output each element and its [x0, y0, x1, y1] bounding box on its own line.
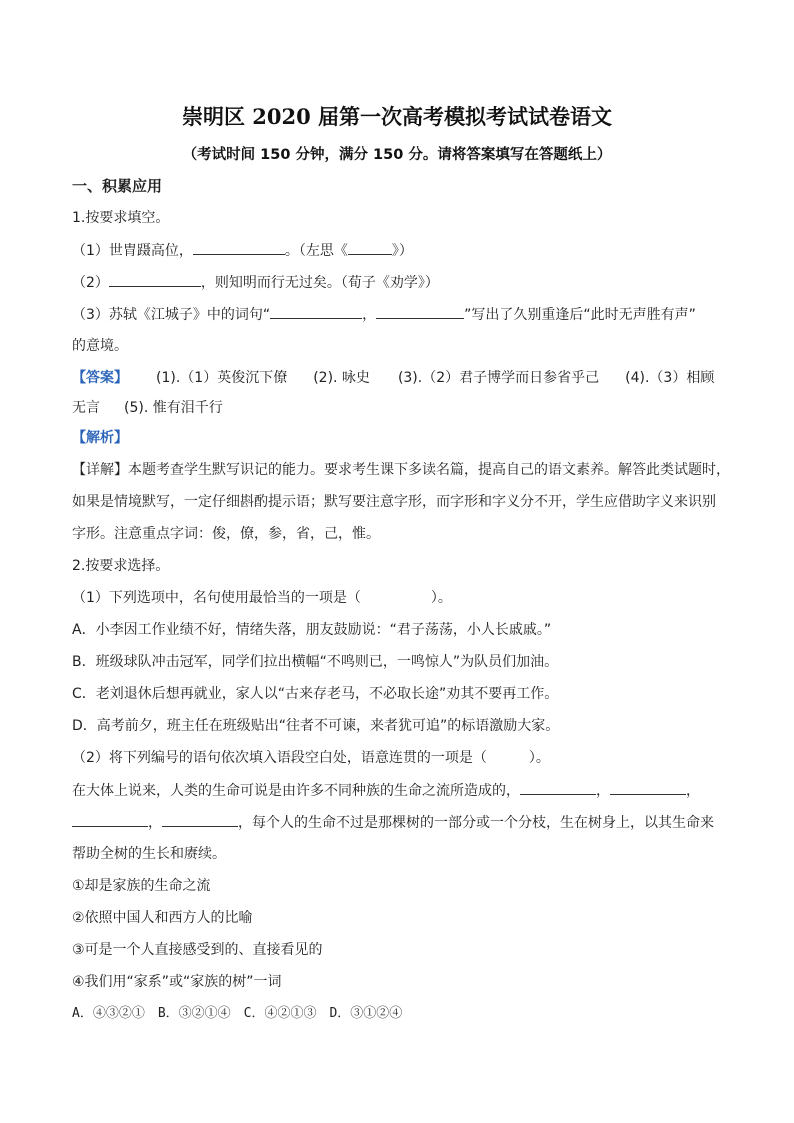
blank-line — [610, 780, 686, 795]
q1-part3 — [72, 304, 696, 325]
sentence-item: ④我们用“家系”或“家族的树”一词 — [72, 974, 282, 990]
answer-item: (1).（1）英俊沉下僚 — [156, 370, 288, 386]
q1-part1 — [72, 240, 413, 261]
q2-sub2: （2）将下列编号的语句依次填入语段空白处，语意连贯的一项是（ ）。 — [72, 750, 550, 766]
option-d: D．高考前夕，班主任在班级贴出“往者不可谏，来者犹可追”的标语激励大家。 — [72, 718, 560, 734]
q2-stem: 2.按要求选择。 — [72, 558, 170, 574]
q1-part1-text-c: 》） — [391, 243, 413, 259]
sentence-item: ②依照中国人和西方人的比喻 — [72, 910, 253, 926]
blank-line — [72, 812, 148, 827]
option-b: B．班级球队冲击冠军，同学们拉出横幅“不鸣则已，一鸣惊人”为队员们加油。 — [72, 654, 559, 670]
blank-line — [193, 240, 285, 255]
passage-line: 帮助全树的生长和赓续。 — [72, 846, 226, 862]
q1-part3-text-b: ， — [362, 307, 377, 323]
q1-part1-text-a: （1）世胄蹑高位， — [72, 243, 193, 259]
answer-item: 无言 — [72, 400, 100, 416]
detail-line: 【详解】本题考查学生默写识记的能力。要求考生课下多读名篇，提高自己的语文素养。解答此类试题时， — [72, 462, 730, 478]
q2-sub1: （1）下列选项中，名句使用最恰当的一项是（ ）。 — [72, 590, 452, 606]
blank-line — [109, 272, 201, 287]
q1-part2-text-b: ，则知明而行无过矣。（荀子《劝学》） — [200, 275, 439, 291]
blank-line — [520, 780, 596, 795]
sentence-item: ③可是一个人直接感受到的、直接看见的 — [72, 942, 323, 958]
exam-title: 崇明区 2020 届第一次高考模拟考试试卷语文 — [181, 104, 613, 129]
option-a: A．小李因工作业绩不好，情绪失落，朋友鼓励说：“君子荡荡，小人长戚戚。” — [72, 622, 552, 638]
blank-line — [376, 304, 464, 319]
blank-line — [270, 304, 362, 319]
passage-line — [72, 780, 700, 801]
blank-line — [348, 240, 392, 255]
blank-line — [162, 812, 238, 827]
answer-choices: A．④③②① B．③②①④ C．④②①③ D．③①②④ — [72, 1006, 403, 1021]
detail-line: 如果是情境默写，一定仔细斟酌提示语；默写要注意字形，而字形和字义分不开，学生应借助字义来识别 — [72, 494, 716, 510]
answer-item: (5). 惟有泪千行 — [124, 400, 223, 416]
analysis-tag: 【解析】 — [72, 430, 128, 446]
section-heading: 一、积累应用 — [72, 177, 163, 195]
answer-item: (4).（3）相顾 — [625, 370, 715, 386]
q1-answer-cont — [72, 398, 223, 418]
q1-stem: 1.按要求填空。 — [72, 210, 170, 226]
detail-line: 字形。注意重点字词：俊，僚，参，省，己，惟。 — [72, 526, 380, 542]
answer-item: (3).（2）君子博学而日参省乎己 — [397, 370, 600, 386]
sentence-item: ①却是家族的生命之流 — [72, 878, 211, 894]
passage-text: ，每个人的生命不过是那棵树的一部分或一个分枝，生在树身上，以其生命来 — [238, 815, 714, 831]
answer-item: (2). 咏史 — [313, 370, 370, 386]
passage-line — [72, 812, 714, 833]
passage-text: 在大体上说来，人类的生命可说是由许多不同种族的生命之流所造成的， — [72, 783, 520, 799]
passage-text: ， — [596, 783, 610, 799]
q1-answer — [72, 368, 714, 388]
q1-part3-text-c: ”写出了久别重逢后“此时无声胜有声” — [464, 307, 696, 323]
passage-text: ， — [686, 783, 700, 799]
passage-text: ， — [148, 815, 162, 831]
q1-part3-text-a: （3）苏轼《江城子》中的词句“ — [72, 307, 271, 323]
exam-subtitle: （考试时间 150 分钟，满分 150 分。请将答案填写在答题纸上） — [182, 147, 612, 163]
q1-part2-text-a: （2） — [72, 275, 109, 291]
option-c: C．老刘退休后想再就业，家人以“古来存老马，不必取长途”劝其不要再工作。 — [72, 686, 559, 702]
q1-part2 — [72, 272, 439, 293]
q1-part3-cont: 的意境。 — [72, 338, 128, 354]
q1-part1-text-b: 。（左思《 — [284, 243, 348, 259]
answer-tag: 【答案】 — [72, 370, 128, 386]
